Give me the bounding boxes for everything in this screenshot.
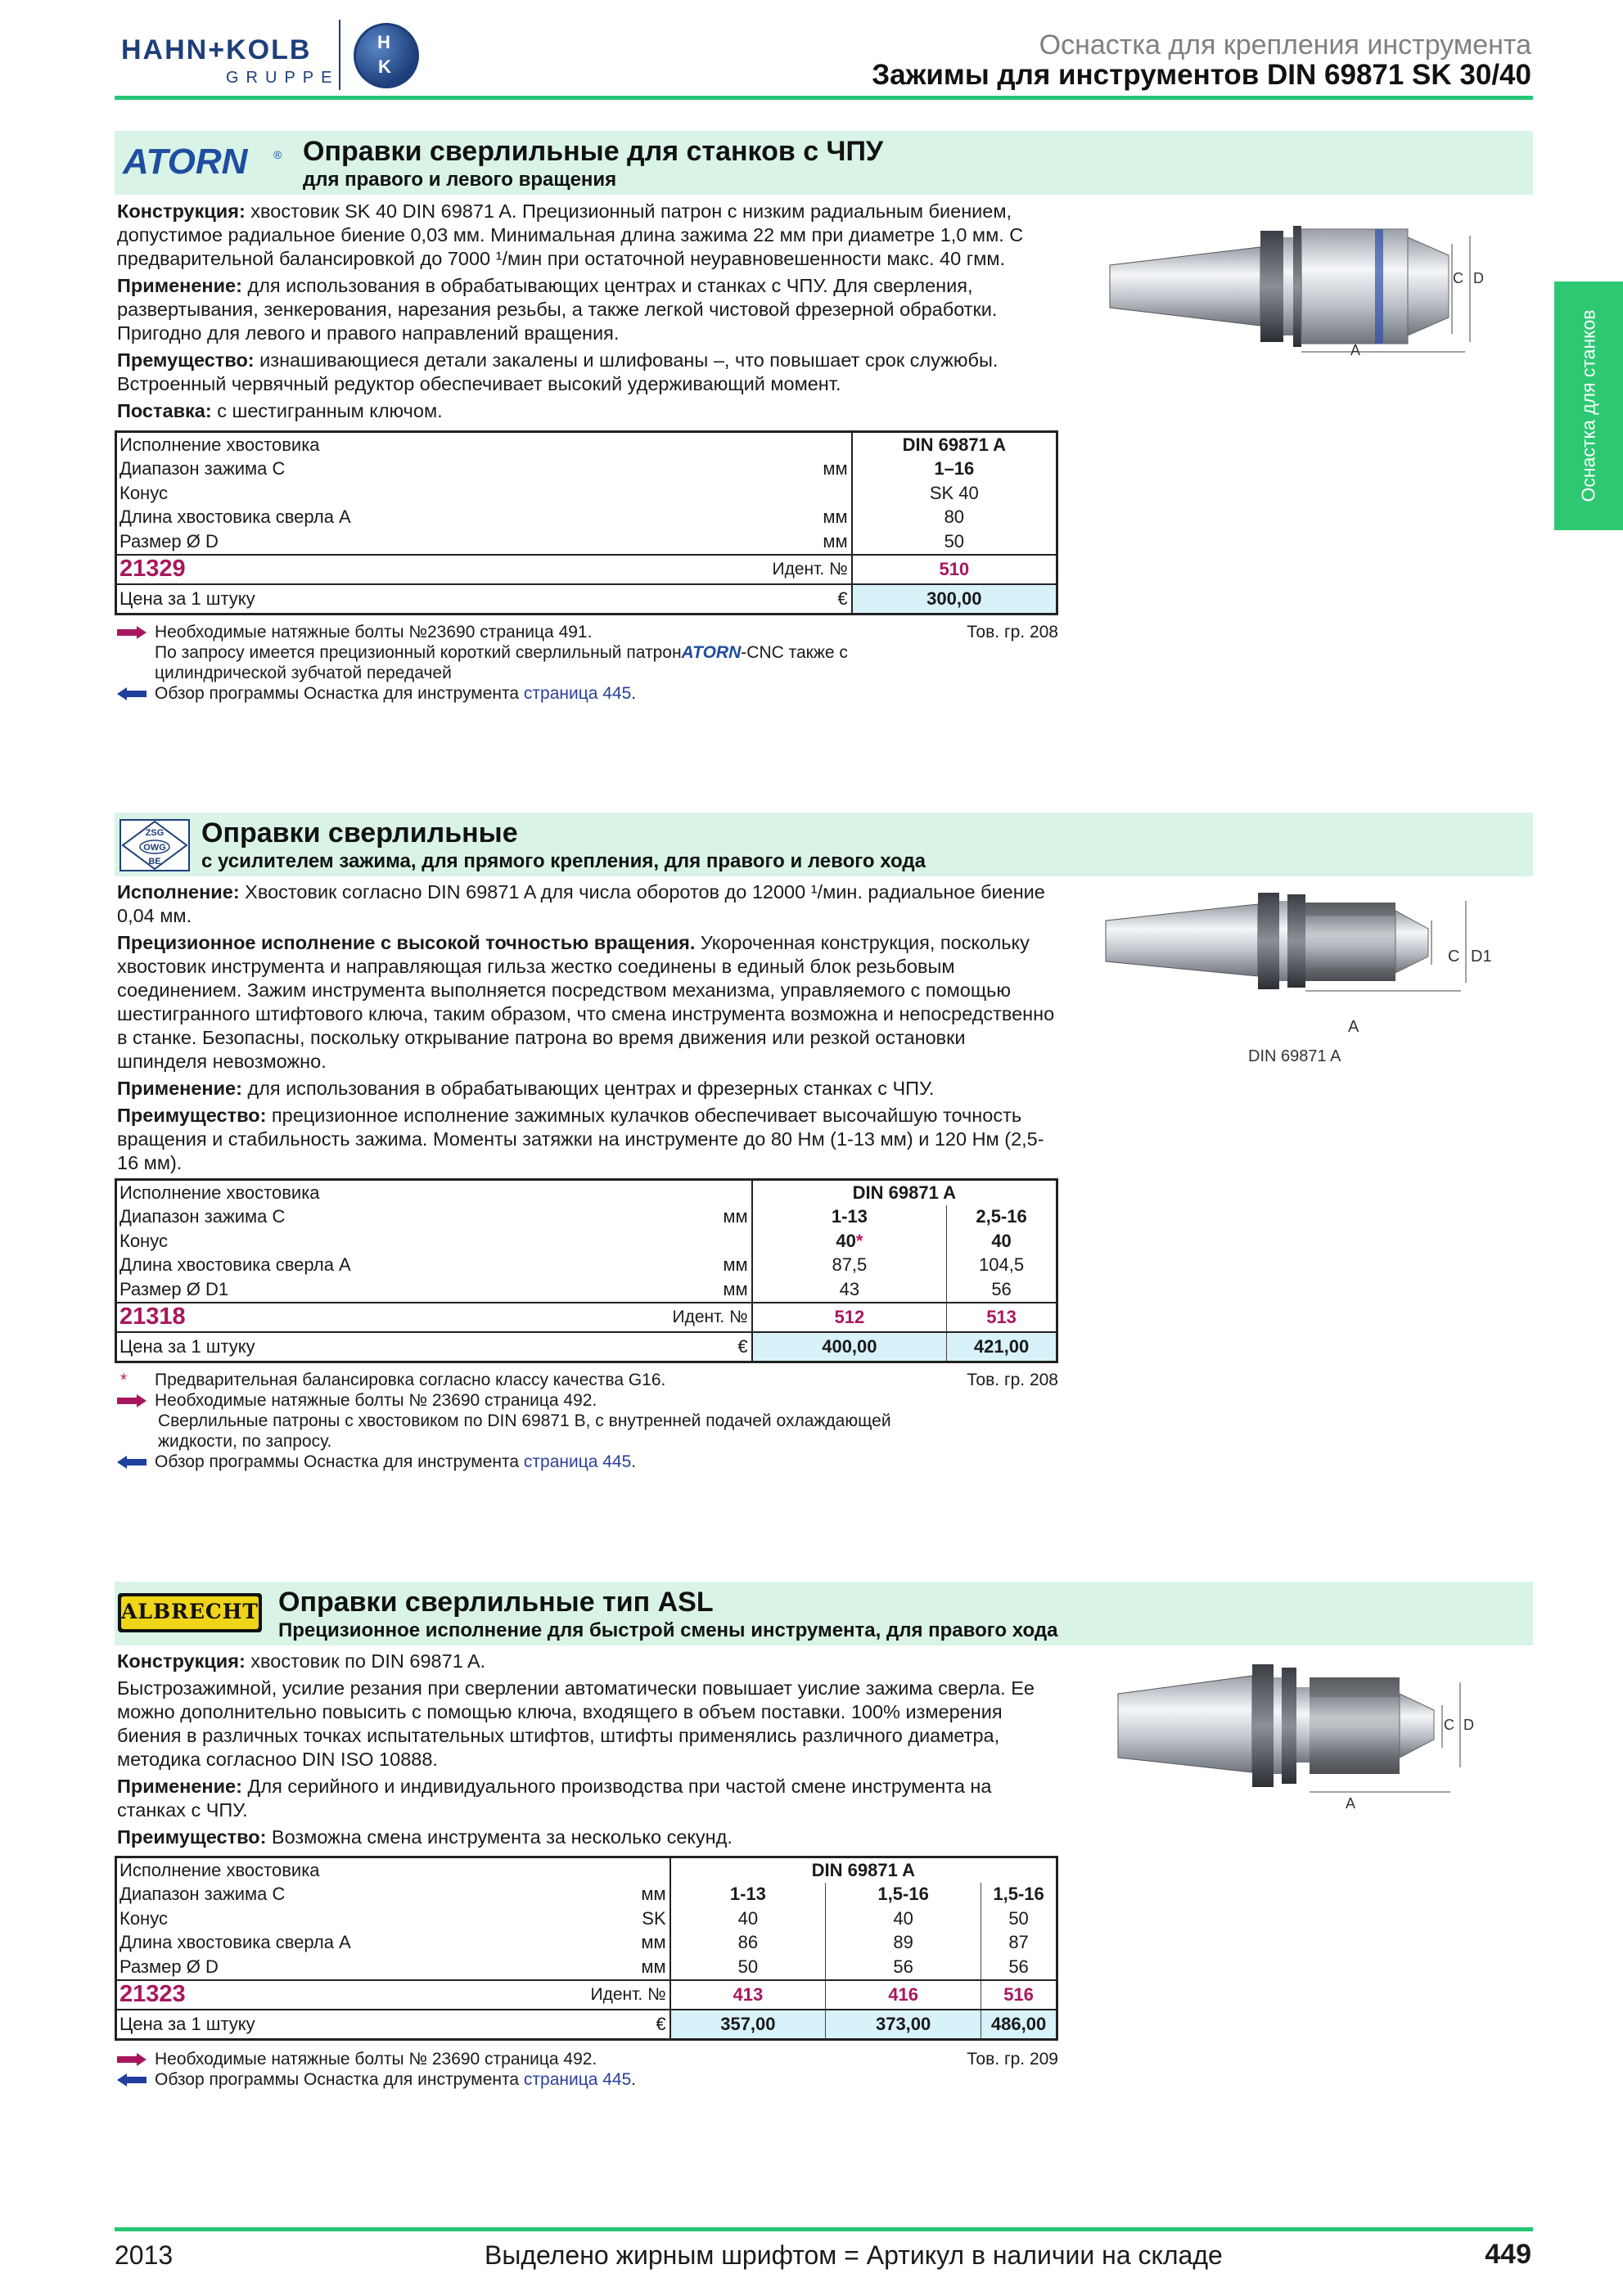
svg-text:C: C [1448, 948, 1460, 966]
section3-para: Быстрозажимной, усилие резания при сверлении автоматически повышает уислие зажима сверла. Ее можно дополнительно повысить с помощью ключа, входящего в объем поставки. 100% измерения биения в различных точках испытательных штифтов, штифты применялись различного диаметра, методика согласноо DIN ISO 10888. [117, 1677, 1035, 1770]
table-row: Диапазон зажима C мм 1-13 1,5-16 1,5-16 [116, 1883, 1057, 1907]
ident-number[interactable]: 416 [826, 1980, 981, 2010]
section3-subtitle: Прецизионное исполнение для быстрой смены инструмента, для правого хода [278, 1619, 1058, 1641]
arrow-right-icon [117, 2053, 147, 2066]
dim-a-label: A [1350, 342, 1361, 358]
ident-number[interactable]: 510 [852, 555, 1057, 584]
price-row: Цена за 1 штуку € 400,00 421,00 [116, 1332, 1057, 1362]
section3-product-image [1113, 1661, 1506, 1817]
section1-notes [117, 622, 1058, 704]
section1-para: Конструкция: хвостовик SK 40 DIN 69871 A. Прецизионный патрон с низким радиальным биением, допустимое радиальное биение 0,03 мм. Минимальная длина зажима 22 мм при диаметре 1,0 мм. С предварительной балансировкой до 7000 ¹/мин при остаточной неуравновешенности макс. 40 гмм. [117, 200, 1024, 269]
section1-header [115, 131, 1533, 195]
dim-d-label: D [1473, 270, 1484, 286]
section1-product-image [1105, 219, 1498, 367]
price-value: 400,00 [752, 1332, 947, 1362]
section2-para: Исполнение: Хвостовик согласно DIN 69871 A для числа оборотов до 12000 ¹/мин. радиальное биение 0,04 мм. [117, 881, 1045, 926]
note-line: * Предварительная балансировка согласно классу качества G16. Тов. гр. 208 [120, 1371, 1058, 1389]
table-row: Длина хвостовика сверла A мм 87,5 104,5 [116, 1254, 1057, 1278]
table-row: Диапазон зажима C мм 1–16 [116, 457, 1057, 482]
price-row: Цена за 1 штуку € 300,00 [116, 584, 1057, 615]
table-row: Исполнение хвостовика DIN 69871 A [116, 1857, 1057, 1883]
section1-para: Поставка: с шестигранным ключом. [117, 400, 443, 421]
table-row: Длина хвостовика сверла A мм 80 [116, 506, 1057, 530]
section2-spec-table [115, 1178, 1058, 1363]
section3-para: Преимущество: Возможна смена инструмента за несколько секунд. [117, 1826, 733, 1848]
section1-spec-table [115, 430, 1058, 615]
table-row: Исполнение хвостовика DIN 69871 A [116, 1180, 1057, 1205]
note-line: Необходимые натяжные болты №23690 страница 491. Тов. гр. 208 [117, 622, 1058, 642]
ident-number[interactable]: 513 [947, 1303, 1057, 1332]
note-line: Обзор программы Оснастка для инструмента страница 445. [117, 1452, 1058, 1472]
article-code[interactable]: 21323 [116, 1980, 589, 2010]
ident-row: 21318 Идент. № 512 513 [116, 1303, 1057, 1332]
albrecht-logo [118, 1593, 262, 1632]
arrow-left-icon [117, 1456, 147, 1469]
svg-text:C: C [1444, 1717, 1454, 1733]
price-value: 300,00 [852, 584, 1057, 615]
ident-row: 21329 Идент. № 510 [116, 555, 1057, 584]
section2-description [117, 880, 1058, 1178]
page-link[interactable]: страница 445 [523, 2070, 632, 2089]
note-line: Обзор программы Оснастка для инструмента страница 445. [117, 683, 1058, 704]
svg-text:D1: D1 [1471, 948, 1492, 966]
section3-title: Оправки сверлильные тип ASL [278, 1587, 714, 1618]
price-value: 486,00 [981, 2010, 1057, 2040]
ident-number[interactable]: 512 [752, 1303, 947, 1332]
asterisk-icon: * [120, 1371, 128, 1389]
price-value: 357,00 [670, 2010, 826, 2040]
logo-divider [339, 20, 340, 90]
section1-para: Применение: для использования в обрабатывающих центрах и станках с ЧПУ. Для сверления, развертывания, зенкерования, нарезания резьбы, а также легкой чистовой фрезерной обработки. Пригодно для левого и правого направлений вращения. [117, 275, 998, 344]
section1-subtitle: для правого и левого вращения [303, 169, 617, 191]
side-tab[interactable] [1554, 281, 1623, 530]
section2-header [115, 813, 1533, 876]
footer-rule [115, 2227, 1533, 2231]
price-row: Цена за 1 штуку € 357,00 373,00 486,00 [116, 2010, 1057, 2040]
price-value: 373,00 [826, 2010, 981, 2040]
side-tab-label: Оснастка для станков [1577, 309, 1599, 502]
atorn-logo [121, 141, 285, 182]
table-row: Конус SK 40 40 50 [116, 1907, 1057, 1931]
page-number: 449 [1485, 2239, 1531, 2270]
arrow-left-icon [117, 687, 147, 700]
price-value: 421,00 [947, 1332, 1057, 1362]
table-row: Конус 40* 40 [116, 1229, 1057, 1254]
logo-wordmark: HAHN+KOLB [121, 34, 312, 65]
section2-notes [117, 1370, 1058, 1472]
svg-text:OWG: OWG [143, 843, 166, 853]
footer-year: 2013 [115, 2240, 174, 2270]
table-row: Длина хвостовика сверла A мм 86 89 87 [116, 1931, 1057, 1956]
note-line: Необходимые натяжные болты № 23690 страница 492. [117, 1390, 1058, 1411]
section3-para: Конструкция: хвостовик по DIN 69871 A. [117, 1650, 486, 1672]
section2-title: Оправки сверлильные [201, 817, 518, 849]
section3-header [115, 1582, 1533, 1645]
header-title: Зажимы для инструментов DIN 69871 SK 30/40 [872, 59, 1531, 91]
note-line: Необходимые натяжные болты № 23690 страница 492. Тов. гр. 209 [117, 2049, 1058, 2069]
page-link[interactable]: страница 445 [523, 1452, 632, 1471]
table-row: Диапазон зажима C мм 1-13 2,5-16 [116, 1205, 1057, 1230]
section1-title: Оправки сверлильные для станков с ЧПУ [303, 136, 884, 167]
header-category: Оснастка для крепления инструмента [1039, 29, 1531, 61]
svg-text:D: D [1463, 1717, 1474, 1733]
arrow-left-icon [117, 2073, 147, 2087]
header-rule [115, 96, 1533, 100]
footer-legend: Выделено жирным шрифтом = Артикул в наличии на складе [485, 2240, 1223, 2270]
svg-text:BE: BE [148, 857, 161, 867]
table-row: Размер Ø D мм 50 [116, 529, 1057, 555]
article-code[interactable]: 21329 [116, 555, 771, 584]
arrow-right-icon [117, 626, 147, 639]
section1-para: Премущество: изнашивающиеся детали закалены и шлифованы –, что повышает срок служюбы. Встроенный червячный редуктор обеспечивает высокий удерживающий момент. [117, 349, 999, 394]
ident-row: 21323 Идент. № 413 416 516 [116, 1980, 1057, 2010]
logo-gruppe: GRUPPE [226, 69, 340, 87]
svg-text:A: A [1346, 1795, 1356, 1812]
section3-para: Применение: Для серийного и индивидуального производства при частой смене инструмента на станках с ЧПУ. [117, 1776, 992, 1821]
page-link[interactable]: страница 445 [523, 684, 632, 703]
section2-para: Преимущество: прецизионное исполнение зажимных кулачков обеспечивает высочайшую точность вращения и стабильность зажима. Моменты затяжки на инструменте до 80 Нм (1-13 мм) и 120 Нм (2,5-16 мм). [117, 1105, 1044, 1173]
ident-number[interactable]: 413 [670, 1980, 826, 2010]
note-line: Обзор программы Оснастка для инструмента страница 445. [117, 2069, 1058, 2090]
albrecht-logo-text: ALBRECHT [120, 1600, 259, 1623]
section3-notes [117, 2049, 1058, 2090]
svg-text:®: ® [273, 148, 282, 161]
section2-para: Прецизионное исполнение с высокой точностью вращения. Укороченная конструкция, поскольку хвостовик инструмента и направляющая гильза жестко соединены в единый блок резьбовым соединением. Зажим инструмента выполняется посредством механизма, управляемого с помощью шестигранного штифтового ключа, таким образом, что смена инструмента возможна и непосредственно в станке. Безопасны, поскольку открывание патрона во время движения или резкой остановки шпинделя невозможно. [117, 932, 1055, 1072]
logo-emblem-icon: H K [354, 23, 419, 88]
section2-subtitle: с усилителем зажима, для прямого крепления, для правого и левого хода [201, 850, 926, 872]
asterisk-icon: * [855, 1230, 863, 1251]
section1-description [117, 200, 1058, 426]
section2-para: Применение: для использования в обрабатывающих центрах и фрезерных станках с ЧПУ. [117, 1078, 935, 1099]
section3-spec-table [115, 1856, 1058, 2041]
table-row: Размер Ø D1 мм 43 56 [116, 1277, 1057, 1303]
section3-description [117, 1650, 1058, 1853]
ident-number[interactable]: 516 [981, 1980, 1057, 2010]
atorn-logo-text: ATORN [123, 142, 248, 182]
section2-product-image [1101, 888, 1510, 1068]
svg-text:A: A [1348, 1018, 1359, 1036]
hahn-kolb-logo [121, 18, 416, 92]
table-row: Конус SK 40 [116, 481, 1057, 506]
dim-c-label: C [1453, 270, 1463, 286]
note-line: Сверлильные патроны с хвостовиком по DIN 69871 B, с внутренней подачей охлаждающей жидкости, по запросу. [158, 1411, 891, 1451]
note-line: По запросу имеется прецизионный короткий сверлильный патронATORN-CNC также с цилиндрической зубчатой передачей [155, 643, 848, 682]
article-code[interactable]: 21318 [116, 1303, 671, 1332]
svg-text:ZSG: ZSG [145, 828, 165, 838]
table-row: Исполнение хвостовика DIN 69871 A [116, 432, 1057, 457]
cone-value-starred: 40* [836, 1230, 863, 1251]
image-caption: DIN 69871 A [1248, 1047, 1341, 1065]
arrow-right-icon [117, 1394, 147, 1407]
table-row: Размер Ø D мм 50 56 56 [116, 1955, 1057, 1980]
atorn-inline-logo: ATORN [681, 643, 742, 662]
zsg-owg-logo [119, 819, 190, 871]
